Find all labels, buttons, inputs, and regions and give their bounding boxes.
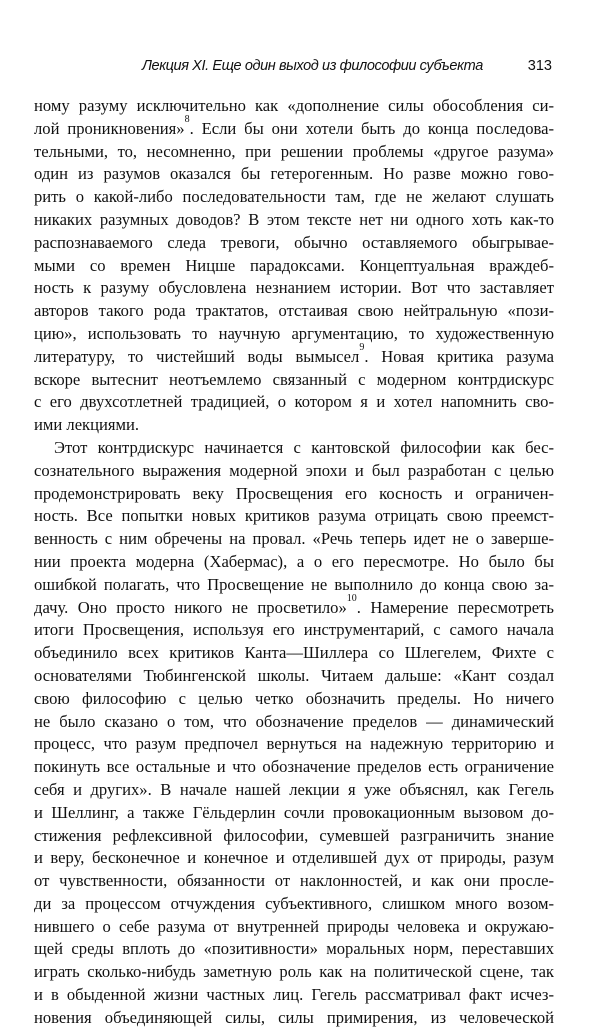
text-line: щей среды вплоть до «позитивности» моральных норм, переставших	[34, 939, 554, 959]
text-line: стижения рефлексивной философии, сумевшей разграничить знание	[34, 825, 554, 845]
paragraph-1	[34, 95, 554, 437]
running-head	[40, 58, 552, 80]
text-line: процесс, что разум предпочел вернуться на надежную территорию и	[34, 734, 554, 754]
text-line: авторов такого рода трактатов, отстаивая свою нейтральную «пози-	[34, 301, 554, 321]
text-line: ность. Все попытки новых критиков разума отрицать свою преемст-	[34, 506, 554, 526]
text-line: ному разуму исключительно как «дополнение силы обособления си-	[34, 96, 554, 115]
text-line: не было сказано о том, что обозначение пределов — динамический	[34, 711, 554, 731]
text-line: покинуть все остальные и что обозначение пределов есть ограничение	[34, 757, 554, 777]
text-line: ди за процессом отчуждения субъективного, слишком много возом-	[34, 893, 554, 913]
text-line: и Шеллинг, а также Гёльдерлин сочли провокационным вызовом до-	[34, 802, 554, 822]
text-line: ими лекциями.	[34, 415, 140, 435]
text-line	[34, 113, 555, 141]
text-line	[34, 592, 554, 620]
text-fragment: дачу. Оно просто никого не просветило»	[34, 597, 347, 617]
text-line: и веру, бесконечное и конечное и отделившей дух от природы, разум	[34, 848, 554, 868]
text-line: с его двухсотлетней традицией, о котором я и хотел напомнить сво-	[34, 392, 554, 412]
text-line: и в обыденной жизни частных лиц. Гегель рассматривал факт исчез-	[34, 985, 554, 1005]
text-line: вскоре вытеснит неотъемлемо связанный с модерном контрдискурс	[34, 369, 554, 389]
text-line: тельными, то, несомненно, при решении проблемы «другое разума»	[34, 141, 554, 161]
body-text	[34, 95, 554, 1030]
paragraph-2	[34, 437, 554, 1030]
text-fragment: литературу, то чистейший воды вымысел	[34, 346, 360, 366]
text-line: ошибкой полагать, что Просвещение не выполнило до конца свою за-	[34, 574, 554, 594]
text-line: объединило всех критиков Канта—Шиллера со Шлегелем, Фихте с	[34, 643, 554, 663]
text-line: мыми со времен Ницше парадоксами. Концептуальная враждеб-	[34, 255, 554, 275]
text-line: себя и других». В начале нашей лекции я уже объяснял, как Гегель	[34, 779, 554, 799]
text-line: никаких разумных доводов? В этом тексте нет ни одного хоть как-то	[34, 209, 554, 229]
text-fragment: . Если бы они хотели быть до конца последова-	[189, 118, 555, 138]
text-line: продемонстрировать веку Просвещения его косность и ограничен-	[34, 483, 554, 503]
footnote-ref-9: 9	[359, 341, 365, 353]
text-line: сознательного выражения модерной эпохи и был разработан с целью	[34, 460, 554, 480]
text-fragment: лой проникновения»	[34, 118, 185, 138]
text-line: один из разумов оказался бы гетерогенным. Но разве можно гово-	[34, 164, 554, 184]
text-line: рить о какой-либо последовательности там, где не желают слушать	[34, 187, 554, 207]
text-line: нии проекта модерна (Хабермас), а о его пересмотре. Но было бы	[34, 551, 554, 571]
text-line: ность к разуму обусловлена незнанием истории. Вот что заставляет	[34, 278, 554, 298]
text-line: свою философию с целью четко обозначить пределы. Но ничего	[34, 688, 554, 708]
page-number: 313	[527, 58, 552, 74]
text-line: новения объединяющей силы, силы примирения, из человеческой	[34, 1007, 554, 1027]
running-title: Лекция XI. Еще один выход из философии субъекта	[142, 58, 483, 74]
text-line: венность с ним обречены на провал. «Речь теперь идет не о заверше-	[34, 529, 554, 549]
text-line: основателями Тюбингенской школы. Читаем дальше: «Кант создал	[34, 665, 554, 685]
footnote-ref-10: 10	[346, 592, 357, 604]
text-line: от чувственности, обязанности от наклонностей, и как они просле-	[34, 871, 554, 891]
text-line: нившего о себе разума от внутренней природы человека и окружаю-	[34, 916, 554, 936]
text-line	[34, 341, 555, 369]
text-line: Этот контрдискурс начинается с кантовской философии как бес-	[54, 437, 554, 457]
text-line: играть сколько-нибудь заметную роль как на политической сцене, так	[34, 962, 554, 982]
text-fragment: . Намерение пересмотреть	[356, 597, 554, 617]
text-line: распознаваемого следа тревоги, обычно оставляемого обыгрывае-	[34, 232, 554, 252]
text-line: цию», использовать то научную аргументацию, то художественную	[34, 323, 554, 343]
text-fragment: . Новая критика разума	[364, 346, 555, 366]
footnote-ref-8: 8	[184, 113, 190, 125]
text-line: итоги Просвещения, используя его инструментарий, с самого начала	[34, 620, 554, 640]
